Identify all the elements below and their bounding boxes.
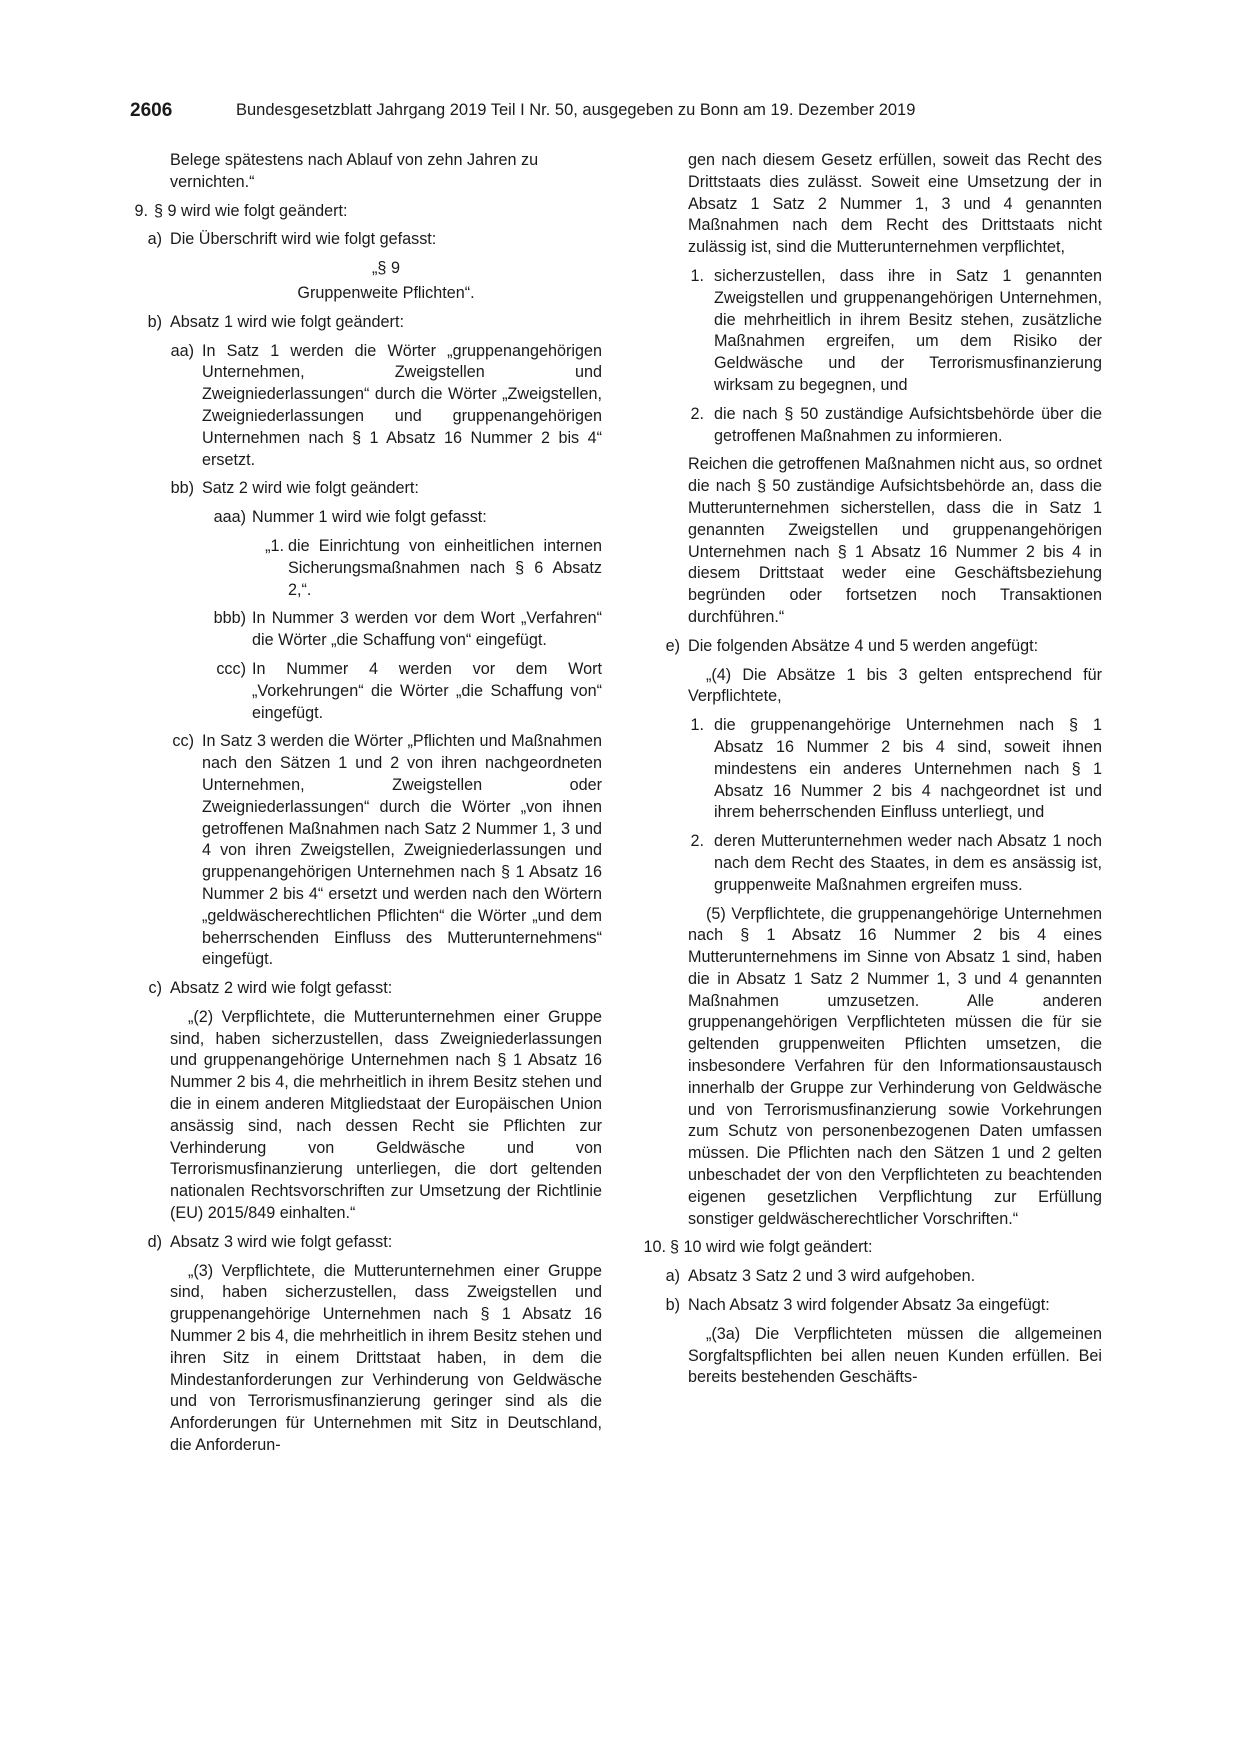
item-9c-text: Absatz 2 wird wie folgt gefasst: xyxy=(170,979,393,998)
item-bbb-label: bbb) xyxy=(213,609,246,628)
item-cc xyxy=(134,731,602,971)
absatz-5-quote: (5) Verpflichtete, die gruppenangehörige Unternehmen nach § 1 Absatz 16 Nummer 2 bis 4 eines Mutterunternehmens im Sinne von Absatz 1 sind, haben die in Absatz 1 Satz 2 Nummer 1, 3 und 4 genannten Maßnahmen umzusetzen. Alle anderen gruppenangehörigen Verpflichteten müssen die für sie geltenden gruppenweiten Pflichten umsetzen, die insbesondere Verfahren für den Informationsaustausch innerhalb der Gruppe zur Verhinderung von Geldwäsche und von Terrorismusfinanzierung sowie Vorkehrungen zum Schutz von personenbezogenen Daten umfassen müssen. Die Pflichten nach den Sätzen 1 und 2 gelten unbeschadet der von den Verpflichteten zu beachtenden eigenen gesetzlichen Verpflichtung zur Erfüllung sonstiger geldwäscherechtlicher Vorschriften.“ xyxy=(688,904,1102,1228)
absatz-4-item-1 xyxy=(634,715,1102,824)
item-bb-label: bb) xyxy=(170,479,194,498)
item-aa-text: In Satz 1 werden die Wörter „gruppenangehörigen Unternehmen, Zweigstellen und Zweigniederlassungen“ durch die Wörter „Zweigstellen, Zweigniederlassungen und gruppenangehörigen Unternehmen nach § 1 Absatz 16 Nummer 2 bis 4“ ersetzt. xyxy=(202,341,602,469)
right-item-2-label: 2. xyxy=(690,404,704,423)
absatz-4-quote: „(4) Die Absätze 1 bis 3 gelten entsprechend für Verpflichtete, xyxy=(688,665,1102,706)
item-aaa xyxy=(134,507,602,529)
header-title: Bundesgesetzblatt Jahrgang 2019 Teil I Nr. 50, ausgegeben zu Bonn am 19. Dezember 2019 xyxy=(236,101,916,119)
item-10b-text: Nach Absatz 3 wird folgender Absatz 3a eingefügt: xyxy=(688,1296,1050,1315)
item-9b-label: b) xyxy=(147,312,162,331)
heading-title: Gruppenweite Pflichten“. xyxy=(297,283,475,302)
absatz-4-item-2-label: 2. xyxy=(690,832,704,851)
item-9 xyxy=(134,201,602,223)
item-bbb xyxy=(134,608,602,652)
item-9-label: 9. xyxy=(134,201,148,220)
item-ccc-text: In Nummer 4 werden vor dem Wort „Vorkehrungen“ die Wörter „die Schaffung von“ eingefügt. xyxy=(252,659,602,722)
item-ccc xyxy=(134,659,602,724)
item-10a-text: Absatz 3 Satz 2 und 3 wird aufgehoben. xyxy=(688,1267,976,1286)
item-cc-label: cc) xyxy=(172,732,194,751)
item-9-text: § 9 wird wie folgt geändert: xyxy=(154,201,348,220)
item-aaa-label: aaa) xyxy=(213,508,246,527)
item-9e-label: e) xyxy=(665,636,680,655)
heading-paragraph: „§ 9 xyxy=(372,259,400,278)
item-9b-text: Absatz 1 wird wie folgt geändert: xyxy=(170,312,404,331)
absatz-4-item-2 xyxy=(634,831,1102,896)
item-9c-label: c) xyxy=(148,979,162,998)
reichen-paragraph: Reichen die getroffenen Maßnahmen nicht aus, so ordnet die nach § 50 zuständige Aufsichtsbehörde an, dass die Mutterunternehmen sicherstellen, dass die in Satz 1 genannten Zweigstellen und gruppenangehörigen Unternehmen nach § 1 Absatz 16 Nummer 2 bis 4 in diesem Drittstaat weder eine Geschäftsbeziehung begründen oder fortsetzen noch Transaktionen durchführen.“ xyxy=(688,455,1102,626)
quote-number-1-text: die Einrichtung von einheitlichen internen Sicherungsmaßnahmen nach § 6 Absatz 2,“. xyxy=(288,536,602,599)
intro-paragraph: Belege spätestens nach Ablauf von zehn Jahren zu vernichten.“ xyxy=(170,151,539,191)
page-header xyxy=(130,100,1110,126)
item-cc-text: In Satz 3 werden die Wörter „Pflichten und Maßnahmen nach den Sätzen 1 und 2 von ihren nachgeordneten Unternehmen, Zweigstellen oder Zweigniederlassungen“ durch die Wörter „von ihnen getroffenen Maßnahmen nach Satz 2 Nummer 1, 3 und 4 von ihren Zweigstellen, Zweigniederlassungen und gruppenangehörigen Unternehmen nach § 1 Absatz 16 Nummer 2 bis 4“ ersetzt und werden nach den Wörtern „geldwäscherechtlichen Pflichten“ die Wörter „und dem beherrschenden Einfluss des Mutterunternehmens“ eingefügt. xyxy=(202,732,602,969)
right-item-2-text: die nach § 50 zuständige Aufsichtsbehörde über die getroffenen Maßnahmen zu informieren. xyxy=(714,404,1102,445)
item-10-text: § 10 wird wie folgt geändert: xyxy=(670,1238,873,1257)
continuation-paragraph: gen nach diesem Gesetz erfüllen, soweit das Recht des Drittstaats dies zulässt. Soweit eine Umsetzung der in Absatz 1 Satz 2 Nummer 1, 3 und 4 genannten Maßnahmen nach dem Recht des Drittstaats nicht zulässig ist, sind die Mutterunternehmen verpflichtet, xyxy=(688,151,1102,257)
item-10b xyxy=(634,1295,1102,1317)
item-10a-label: a) xyxy=(665,1267,680,1286)
item-9e xyxy=(634,636,1102,658)
absatz-3a-quote: „(3a) Die Verpflichteten müssen die allgemeinen Sorgfaltspflichten bei allen neuen Kunden erfüllen. Bei bereits bestehenden Geschäfts- xyxy=(688,1324,1102,1387)
right-item-1-label: 1. xyxy=(690,266,704,285)
item-9d-quote: „(3) Verpflichtete, die Mutterunternehmen einer Gruppe sind, haben sicherzustellen, dass Zweigstellen und gruppenangehörige Unternehmen nach § 1 Absatz 16 Nummer 2 bis 4, die mehrheitlich in ihrem Besitz stehen und ihren Sitz in einem Drittstaat haben, in dem die Mindestanforderungen zur Verhinderung von Geldwäsche und von Terrorismusfinanzierung geringer sind als die Anforderungen für Unternehmen mit Sitz in Deutschland, die Anforderun- xyxy=(170,1261,602,1455)
item-9d-text: Absatz 3 wird wie folgt gefasst: xyxy=(170,1232,393,1251)
right-item-1-text: sicherzustellen, dass ihre in Satz 1 genannten Zweigstellen und gruppenangehörigen Unternehmen, die mehrheitlich in ihrem Besitz stehen, zusätzliche Maßnahmen ergreifen, um dem Risiko der Geldwäsche und der Terrorismusfinanzierung wirksam zu begegnen, und xyxy=(714,266,1102,394)
item-9b xyxy=(134,312,602,334)
absatz-4-item-1-text: die gruppenangehörige Unternehmen nach § 1 Absatz 16 Nummer 2 bis 4 sind, soweit ihnen mindestens ein anderes Unternehmen nach § 1 Absatz 16 Nummer 2 bis 4 nachgeordnet ist und ihrem beherrschenden Einfluss unterliegt, und xyxy=(714,716,1102,822)
item-9c xyxy=(134,978,602,1000)
item-bb xyxy=(134,478,602,500)
right-column xyxy=(634,150,1102,1396)
item-bbb-text: In Nummer 3 werden vor dem Wort „Verfahren“ die Wörter „die Schaffung von“ eingefügt. xyxy=(252,609,602,650)
item-bb-text: Satz 2 wird wie folgt geändert: xyxy=(202,479,419,498)
quote-number-1 xyxy=(134,536,602,601)
item-9e-text: Die folgenden Absätze 4 und 5 werden angefügt: xyxy=(688,636,1039,655)
right-item-2 xyxy=(634,404,1102,448)
item-10 xyxy=(634,1237,1102,1259)
item-10b-label: b) xyxy=(665,1296,680,1315)
item-9a-text: Die Überschrift wird wie folgt gefasst: xyxy=(170,230,437,249)
item-9a-label: a) xyxy=(147,230,162,249)
absatz-4-item-2-text: deren Mutterunternehmen weder nach Absatz 1 noch nach dem Recht des Staates, in dem es ansässig ist, gruppenweite Maßnahmen ergreifen muss. xyxy=(714,832,1102,894)
item-10-label: 10. xyxy=(643,1238,666,1257)
right-item-1 xyxy=(634,266,1102,397)
item-aa-label: aa) xyxy=(170,341,194,360)
item-9a xyxy=(134,229,602,251)
item-9c-quote: „(2) Verpflichtete, die Mutterunternehmen einer Gruppe sind, haben sicherzustellen, dass Zweigniederlassungen und gruppenangehörige Unternehmen nach § 1 Absatz 16 Nummer 2 bis 4, die mehrheitlich in ihrem Besitz stehen und die in einem anderen Mitgliedstaat der Europäischen Union ansässig sind, nach dessen Recht sie Pflichten zur Verhinderung von Geldwäsche und von Terrorismusfinanzierung unterliegen, die dort geltenden nationalen Rechtsvorschriften zur Umsetzung der Richtlinie (EU) 2015/849 einhalten.“ xyxy=(170,1007,602,1223)
quote-number-1-label: „1. xyxy=(265,536,284,555)
left-column xyxy=(134,150,602,1464)
item-ccc-label: ccc) xyxy=(216,659,246,678)
item-9d xyxy=(134,1232,602,1254)
item-aaa-text: Nummer 1 wird wie folgt gefasst: xyxy=(252,508,487,527)
absatz-4-item-1-label: 1. xyxy=(690,716,704,735)
item-9d-label: d) xyxy=(147,1232,162,1251)
page-number: 2606 xyxy=(130,100,173,121)
item-aa xyxy=(134,341,602,472)
item-10a xyxy=(634,1266,1102,1288)
